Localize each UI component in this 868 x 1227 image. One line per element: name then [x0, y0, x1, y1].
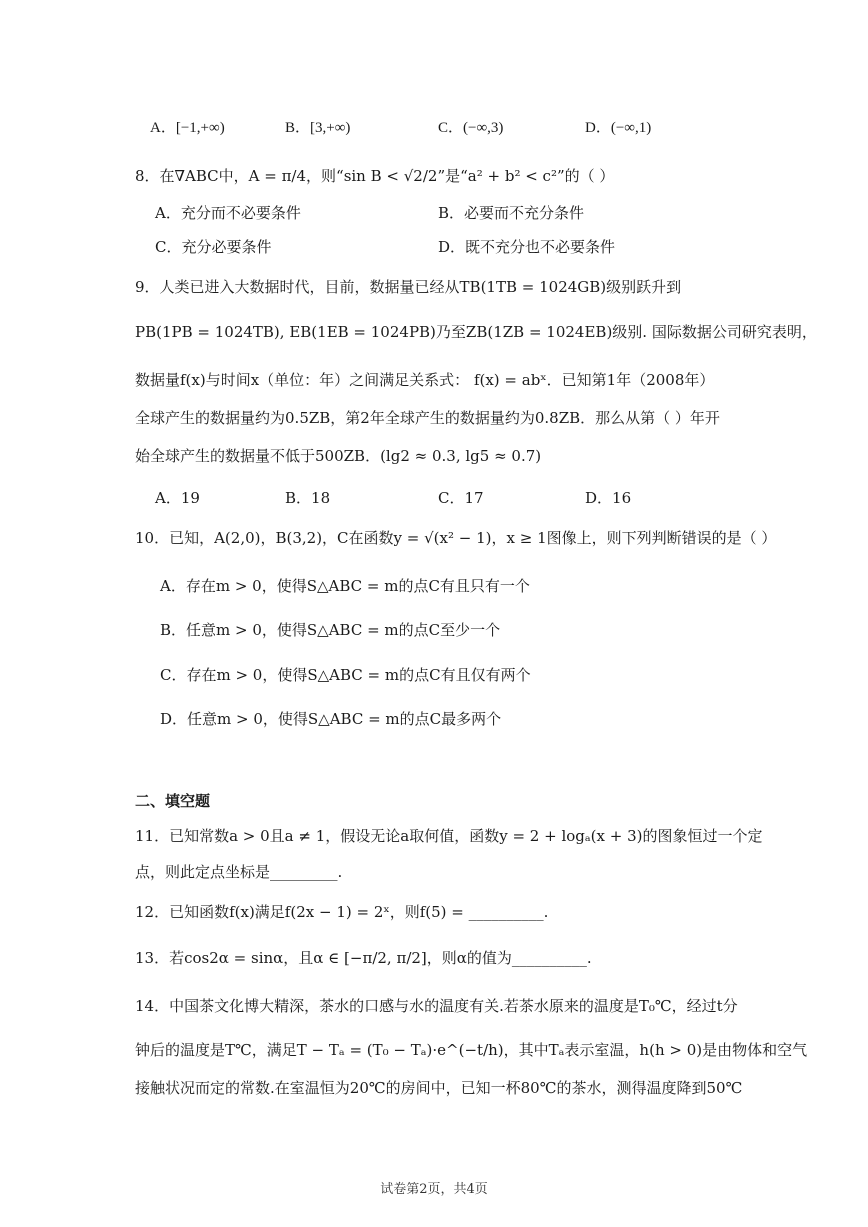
q9-option-a: A．19: [155, 489, 200, 507]
q10-stem: 10．已知，A(2,0)，B(3,2)，C在函数y = √(x² − 1)，x ≥ 1图像上，则下列判断错误的是（ ）: [135, 529, 777, 547]
page-footer: 试卷第2页，共4页: [380, 1182, 488, 1197]
q10-option-d: D．任意m > 0，使得S△ABC = m的点C最多两个: [160, 710, 502, 728]
q14-line-1: 14．中国茶文化博大精深，茶水的口感与水的温度有关.若茶水原来的温度是T₀℃，经过t分: [135, 997, 738, 1015]
q14-line-2: 钟后的温度是T℃，满足T − Tₐ = (T₀ − Tₐ)·e^(−t/h)，其中Tₐ表示室温，h(h > 0)是由物体和空气: [135, 1041, 808, 1059]
q9-option-b: B．18: [285, 489, 331, 507]
q8-stem: 8．在∇ABC中，A = π/4，则“sin B < √2/2”是“a² + b² < c²”的（ ）: [135, 167, 615, 185]
q9-line-1: 9．人类已进入大数据时代，目前，数据量已经从TB(1TB = 1024GB)级别跃升到: [135, 278, 682, 296]
q14-line-3: 接触状况而定的常数.在室温恒为20℃的房间中，已知一杯80℃的茶水，测得温度降到50℃: [135, 1079, 743, 1097]
q7-option-b: B．[3,+∞): [285, 120, 351, 136]
q8-option-c: C．充分必要条件: [155, 238, 272, 256]
q7-option-d: D．(−∞,1): [585, 120, 652, 136]
q11-line-2: 点，则此定点坐标是_________.: [135, 863, 343, 881]
q10-option-c: C．存在m > 0，使得S△ABC = m的点C有且仅有两个: [160, 666, 531, 684]
q10-option-a: A．存在m > 0，使得S△ABC = m的点C有且只有一个: [160, 577, 530, 595]
q9-option-d: D．16: [585, 489, 632, 507]
q12-text: 12．已知函数f(x)满足f(2x − 1) = 2ˣ，则f(5) = __________.: [135, 903, 549, 921]
q9-line-4: 全球产生的数据量约为0.5ZB，第2年全球产生的数据量约为0.8ZB．那么从第（ ）年开: [135, 409, 720, 427]
q10-option-b: B．任意m > 0，使得S△ABC = m的点C至少一个: [160, 621, 501, 639]
q13-text: 13．若cos2α = sinα，且α ∈ [−π/2, π/2]，则α的值为__________.: [135, 949, 592, 967]
q9-line-5: 始全球产生的数据量不低于500ZB．(lg2 ≈ 0.3, lg5 ≈ 0.7): [135, 447, 542, 465]
q11-line-1: 11．已知常数a > 0且a ≠ 1，假设无论a取何值，函数y = 2 + logₐ(x + 3)的图象恒过一个定: [135, 827, 763, 845]
q8-option-a: A．充分而不必要条件: [155, 204, 301, 222]
q8-option-d: D．既不充分也不必要条件: [438, 238, 616, 256]
q7-option-a: A．[−1,+∞): [150, 120, 225, 136]
section-2-title: 二、填空题: [135, 792, 211, 810]
q9-option-c: C．17: [438, 489, 484, 507]
q8-option-b: B．必要而不充分条件: [438, 204, 585, 222]
q9-line-3: 数据量f(x)与时间x（单位：年）之间满足关系式： f(x) = abˣ．已知第1年（2008年）: [135, 371, 715, 389]
q7-option-c: C．(−∞,3): [438, 120, 504, 136]
q9-line-2: PB(1PB = 1024TB), EB(1EB = 1024PB)乃至ZB(1ZB = 1024EB)级别. 国际数据公司研究表明，: [135, 323, 817, 341]
